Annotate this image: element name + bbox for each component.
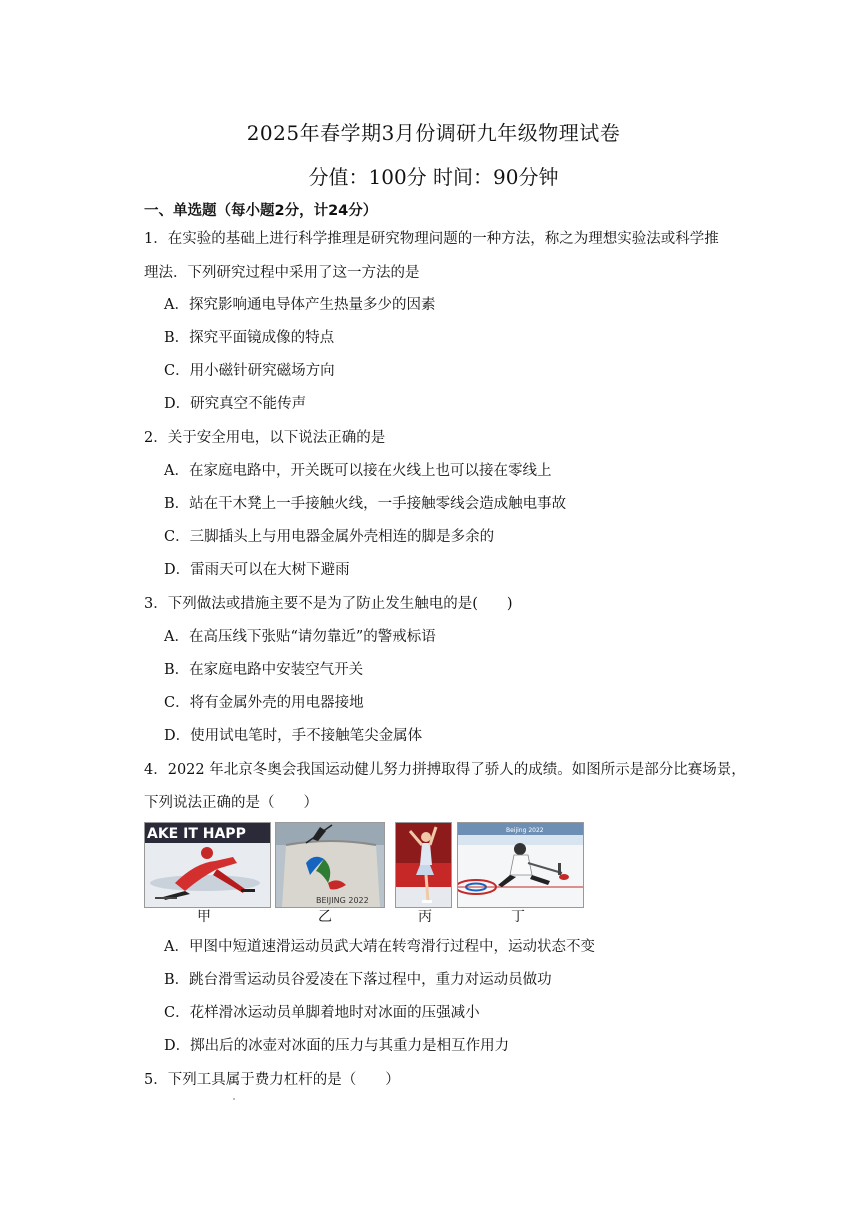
question-1-option-d: D．研究真空不能传声 — [164, 396, 307, 412]
question-4-option-a: A．甲图中短道速滑运动员武大靖在转弯滑行过程中，运动状态不变 — [164, 939, 595, 955]
question-3-stem: 3．下列做法或措施主要不是为了防止发生触电的是( ) — [144, 596, 513, 612]
question-2-option-b: B．站在干木凳上一手接触火线，一手接触零线会造成触电事故 — [164, 496, 567, 512]
question-3-option-c: C．将有金属外壳的用电器接地 — [164, 695, 364, 711]
question-1-option-c: C．用小磁针研究磁场方向 — [164, 363, 335, 379]
svg-text:AKE IT HAPP: AKE IT HAPP — [147, 826, 246, 842]
question-4-option-d: D．掷出后的冰壶对冰面的压力与其重力是相互作用力 — [164, 1038, 510, 1054]
speed-skater-icon — [145, 823, 270, 907]
exam-title: 2025年春学期3月份调研九年级物理试卷 — [246, 121, 621, 145]
photo-speed-skating — [144, 822, 271, 908]
question-1-option-a: A．探究影响通电导体产生热量多少的因素 — [164, 297, 436, 313]
question-2-option-d: D．雷雨天可以在大树下避雨 — [164, 562, 350, 578]
question-3-option-d: D．使用试电笔时，手不接触笔尖金属体 — [164, 728, 423, 744]
question-4-option-c: C．花样滑冰运动员单脚着地时对冰面的压强减小 — [164, 1005, 480, 1021]
caption-ding: 丁 — [511, 909, 525, 925]
question-4-option-b: B．跳台滑雪运动员谷爱凌在下落过程中，重力对运动员做功 — [164, 972, 552, 988]
svg-text:Beijing 2022: Beijing 2022 — [506, 827, 544, 834]
question-3-option-a: A．在高压线下张贴“请勿靠近”的警戒标语 — [164, 629, 436, 645]
figure-skater-icon — [396, 823, 451, 907]
question-2-stem: 2．关于安全用电，以下说法正确的是 — [144, 430, 386, 446]
question-1-stem: 1．在实验的基础上进行科学推理是研究物理问题的一种方法，称之为理想实验法或科学推 — [144, 231, 719, 247]
photo-ski-jump — [275, 822, 385, 908]
question-2-option-a: A．在家庭电路中，开关既可以接在火线上也可以接在零线上 — [164, 463, 552, 479]
question-4-stem-cont: 下列说法正确的是（ ） — [144, 795, 318, 811]
question-1-stem-cont: 理法．下列研究过程中采用了这一方法的是 — [144, 265, 420, 281]
question-4-stem: 4．2022 年北京冬奥会我国运动健儿努力拼搏取得了骄人的成绩。如图所示是部分比赛场景， — [144, 762, 746, 778]
photo-curling — [457, 822, 584, 908]
ski-jump-tower-icon — [276, 823, 384, 907]
question-1-option-b: B．探究平面镜成像的特点 — [164, 330, 335, 346]
section-heading: 一、单选题（每小题2分，计24分） — [144, 203, 378, 219]
caption-bing: 丙 — [418, 909, 432, 925]
caption-jia: 甲 — [197, 909, 211, 925]
exam-subtitle: 分值：100分 时间：90分钟 — [308, 165, 559, 189]
curling-player-icon — [458, 823, 583, 907]
svg-text:BEIJING 2022: BEIJING 2022 — [316, 896, 369, 905]
caption-yi: 乙 — [318, 909, 332, 925]
question-5-stem: 5．下列工具属于费力杠杆的是（ ） — [144, 1072, 400, 1088]
question-3-option-b: B．在家庭电路中安装空气开关 — [164, 662, 364, 678]
stray-mark — [233, 1098, 235, 1100]
photo-figure-skating — [395, 822, 452, 908]
question-2-option-c: C．三脚插头上与用电器金属外壳相连的脚是多余的 — [164, 529, 495, 545]
